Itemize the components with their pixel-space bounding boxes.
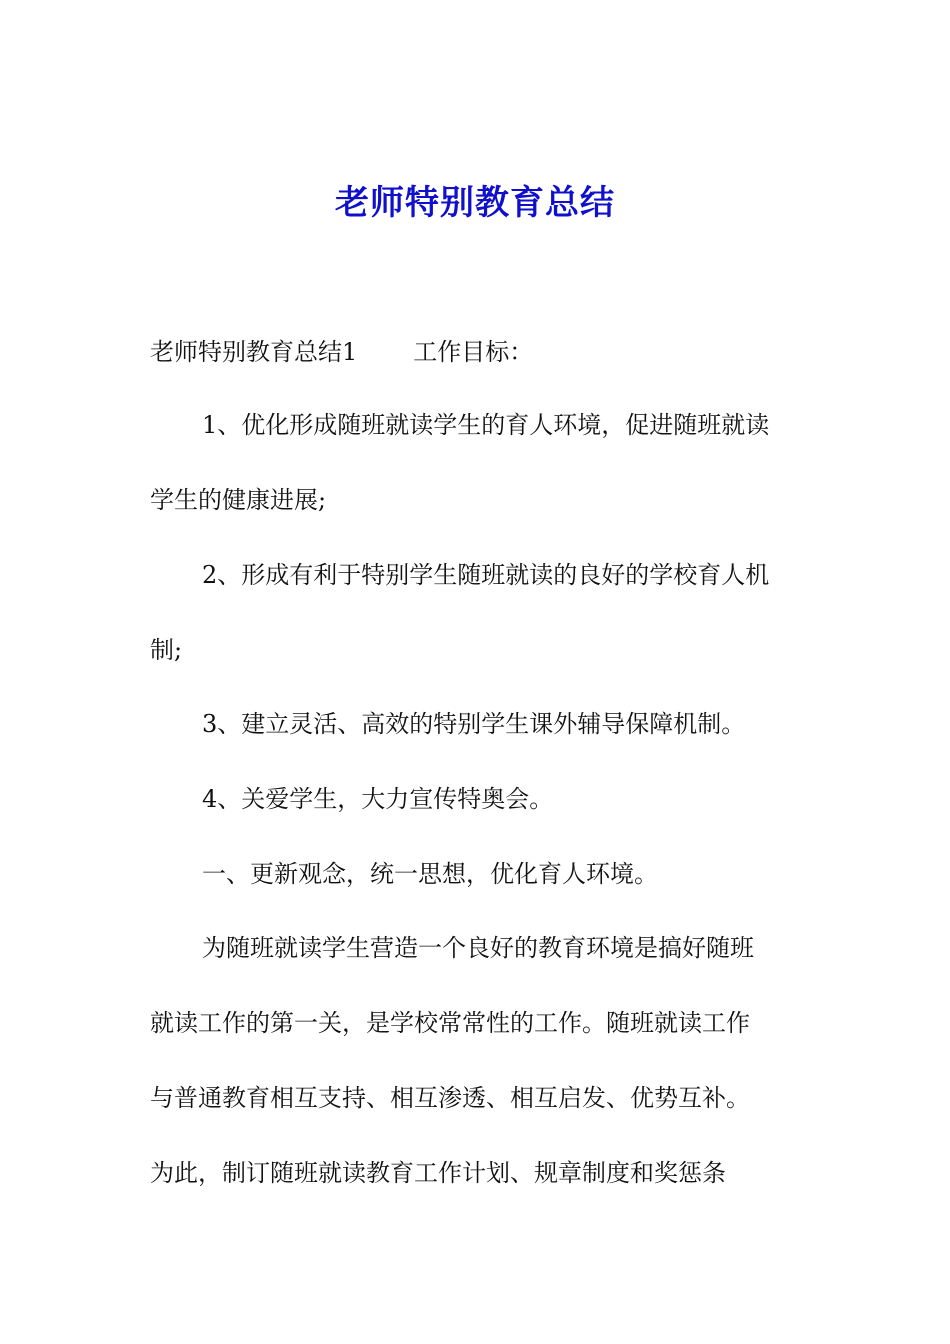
section-heading-line: [150, 334, 533, 370]
paragraph-line: 就读工作的第一关，是学校常常性的工作。随班就读工作: [150, 1009, 750, 1037]
section-subheading: 工作目标：: [413, 338, 534, 366]
paragraph-line: 1、优化形成随班就读学生的育人环境，促进随班就读: [202, 411, 770, 439]
paragraph-line: 4、关爱学生，大力宣传特奥会。: [202, 785, 554, 813]
section-heading: 老师特别教育总结1: [150, 338, 358, 366]
paragraph-line: 与普通教育相互支持、相互渗透、相互启发、优势互补。: [150, 1084, 750, 1112]
document-title: 老师特别教育总结: [335, 183, 615, 223]
paragraph-line: 学生的健康进展;: [150, 486, 327, 514]
paragraph-line: 2、形成有利于特别学生随班就读的良好的学校育人机: [202, 561, 770, 589]
paragraph-line: 为此，制订随班就读教育工作计划、规章制度和奖惩条: [150, 1159, 726, 1187]
paragraph-line: 为随班就读学生营造一个良好的教育环境是搞好随班: [202, 934, 754, 962]
paragraph-line: 一、更新观念，统一思想，优化育人环境。: [202, 860, 658, 888]
paragraph-line: 制;: [150, 636, 183, 664]
paragraph-line: 3、建立灵活、高效的特别学生课外辅导保障机制。: [202, 710, 746, 738]
